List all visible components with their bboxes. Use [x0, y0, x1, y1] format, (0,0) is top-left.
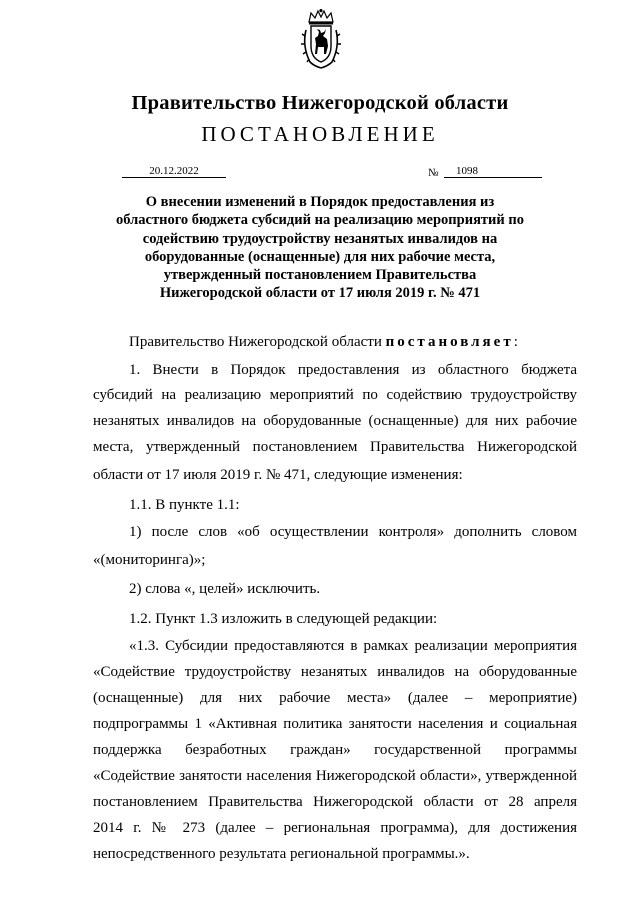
decree-number: 1098	[444, 165, 542, 178]
decree-heading	[80, 193, 560, 303]
heading-line: О внесении изменений в Порядок предоставления из	[145, 194, 495, 210]
body-line: 1. Внести в Порядок предоставления из областного бюджета	[129, 361, 577, 378]
body-line: подпрограммы 1 «Активная политика занятости населения и социальная	[93, 716, 577, 733]
decree-date: 20.12.2022	[122, 165, 226, 178]
preamble	[93, 328, 577, 358]
body-line: незанятых инвалидов на оборудованные (оснащенные) для них рабочие	[93, 413, 577, 430]
decree-body	[93, 328, 577, 867]
preamble-text: Правительство Нижегородской области	[129, 334, 382, 350]
body-line: «(мониторинга)»;	[93, 551, 206, 568]
body-line: 2014 г. № 273 (далее – региональная программа), для достижения	[93, 819, 577, 836]
body-line: «1.3. Субсидии предоставляются в рамках реализации мероприятия	[129, 638, 577, 655]
heading-line: оборудованные (оснащенные) для них рабочие места,	[144, 248, 496, 265]
body-line: субсидий на реализацию мероприятий по содействию трудоустройству	[93, 387, 577, 404]
government-title: Правительство Нижегородской области	[131, 92, 509, 114]
heading-line: содействию трудоустройству незанятых инвалидов на	[142, 230, 498, 247]
heading-line: областного бюджета субсидий на реализацию мероприятий по	[116, 212, 524, 229]
body-line: места, утвержденный постановлением Правительства Нижегородской	[93, 439, 577, 456]
body-line: «Содействие трудоустройству незанятых инвалидов на оборудованные	[93, 664, 577, 681]
body-line: области от 17 июля 2019 г. № 471, следующие изменения:	[93, 467, 463, 484]
body-line: постановлением Правительства Нижегородской области от 28 апреля	[93, 793, 577, 810]
body-line: 1) после слов «об осуществлении контроля» дополнить словом	[129, 524, 577, 541]
preamble-verb: постановляет	[385, 334, 514, 350]
heading-line: утвержденный постановлением Правительства	[163, 267, 477, 284]
body-line: 1.2. Пункт 1.3 изложить в следующей редакции:	[129, 610, 438, 627]
preamble-end: :	[513, 334, 518, 350]
document-type: ПОСТАНОВЛЕНИЕ	[201, 122, 439, 146]
coat-of-arms-icon	[300, 8, 342, 70]
body-line: 1.1. В пункте 1.1:	[129, 496, 240, 513]
body-line: «Содействие занятости населения Нижегородской области», утвержденной	[93, 767, 577, 784]
heading-line: Нижегородской области от 17 июля 2019 г. № 471	[159, 285, 481, 302]
body-line: (оснащенные) для них рабочие места» (далее – мероприятие)	[93, 690, 577, 707]
body-line: непосредственного результата региональной программы.».	[93, 845, 470, 862]
body-line: 2) слова «, целей» исключить.	[129, 581, 321, 598]
number-label: №	[428, 167, 439, 179]
body-line: поддержка безработных граждан» государственной программы	[93, 742, 577, 759]
